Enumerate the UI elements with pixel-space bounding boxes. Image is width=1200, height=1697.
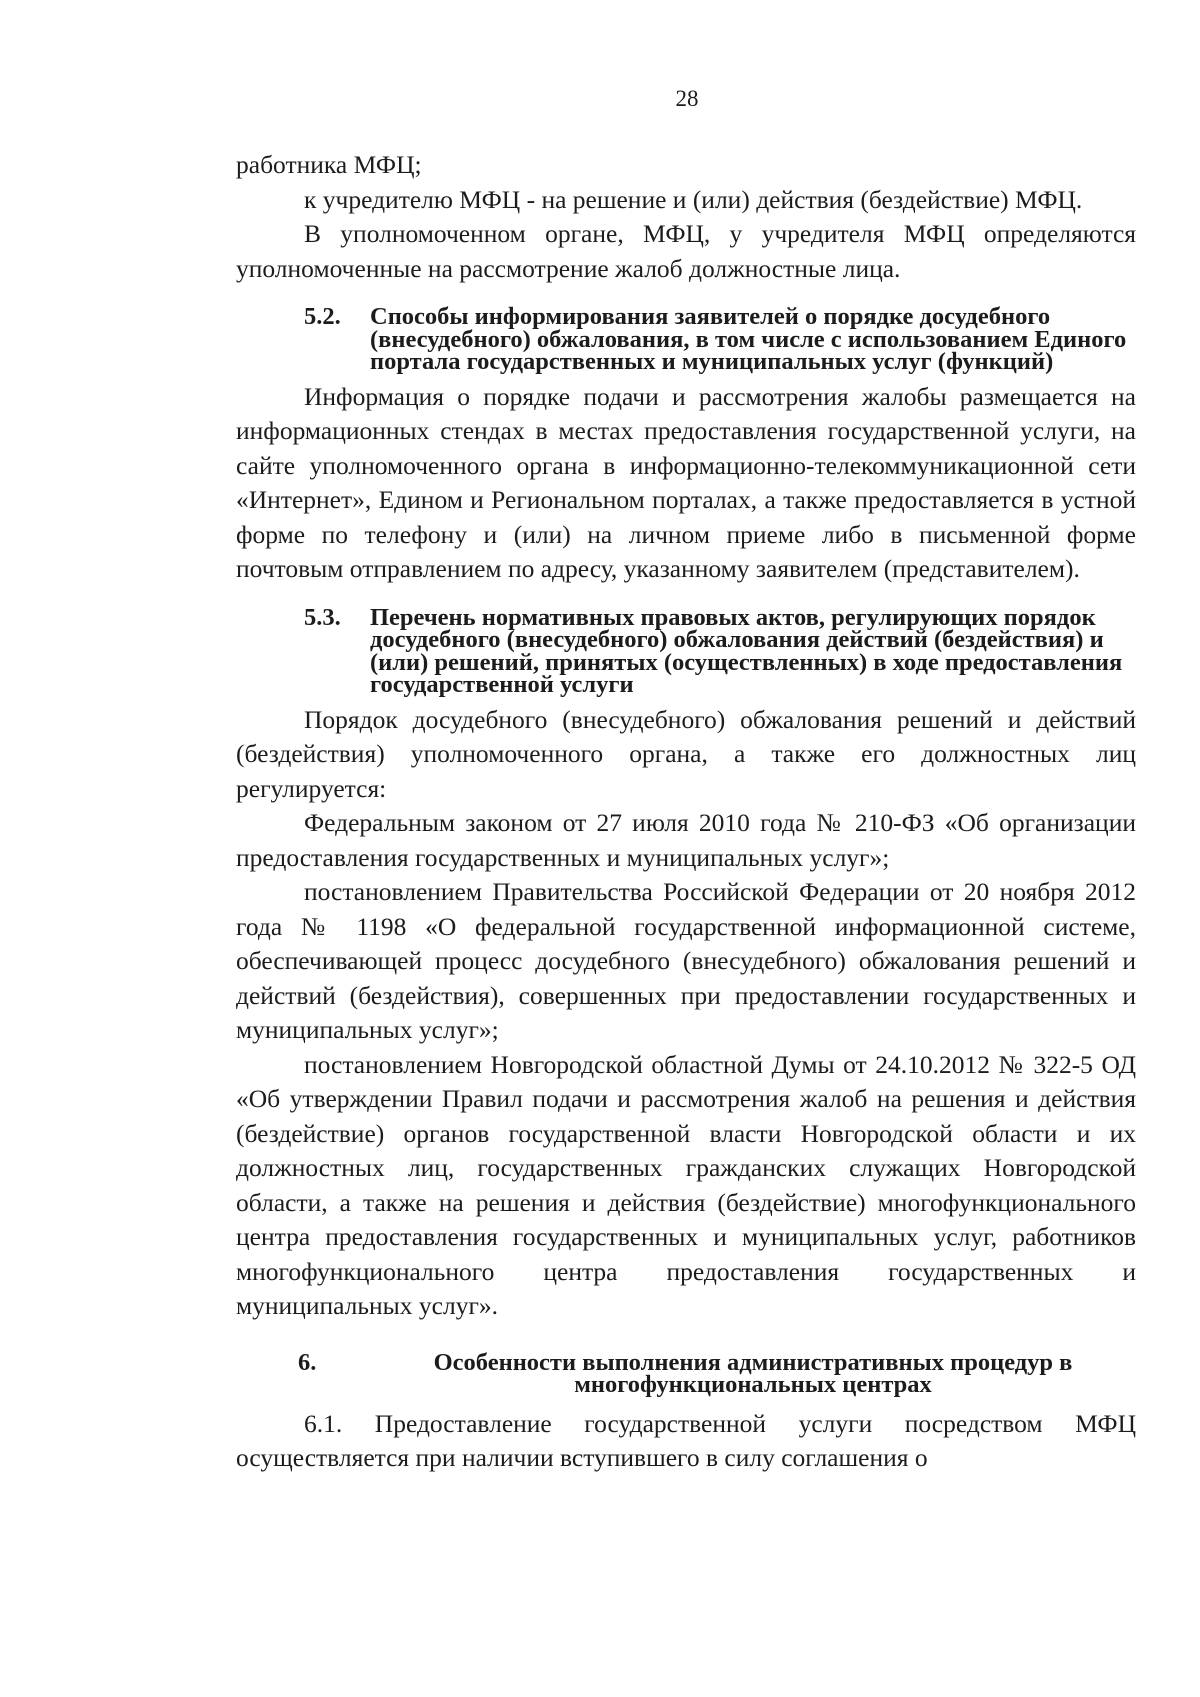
section-heading-5-3 bbox=[236, 603, 1136, 698]
section-number: 5.3. bbox=[304, 603, 341, 631]
page-number: 28 bbox=[675, 86, 699, 111]
section-title: Перечень нормативных правовых актов, регулирующих порядок досудебного (внесудебного) обжалования действий (бездействия) и (или) решений, принятых (осуществленных) в ходе предоставления государственной услуги bbox=[370, 603, 1123, 698]
paragraph: постановлением Новгородской областной Думы от 24.10.2012 № 322-5 ОД «Об утверждении Правил подачи и рассмотрения жалоб на решения и действия (бездействие) органов государственной власти Новгородской области и их должностных лиц, государственных гражданских служащих Новгородской области, а также на решения и действия (бездействие) многофункционального центра предоставления государственных и муниципальных услуг, работников многофункционального центра предоставления государственных и муниципальных услуг». bbox=[236, 1049, 1136, 1320]
section-heading-6 bbox=[236, 1348, 1136, 1398]
paragraph: Порядок досудебного (внесудебного) обжалования решений и действий (бездействия) уполномоченного органа, а также его должностных лиц регулируется: bbox=[236, 704, 1136, 803]
section-title: Особенности выполнения административных процедур в многофункциональных центрах bbox=[433, 1348, 1073, 1398]
section-title: Способы информирования заявителей о порядке досудебного (внесудебного) обжалования, в том числе с использованием Единого портала государственных и муниципальных услуг (функций) bbox=[370, 303, 1127, 375]
section-heading-5-2 bbox=[236, 303, 1136, 375]
section-number: 6. bbox=[298, 1348, 317, 1376]
paragraph: Информация о порядке подачи и рассмотрения жалобы размещается на информационных стендах в местах предоставления государственной услуги, на сайте уполномоченного органа в информационно-телекоммуникационной сети «Интернет», Едином и Региональном порталах, а также предоставляется в устной форме по телефону и (или) на личном приеме либо в письменной форме почтовым отправлением по адресу, указанному заявителем (представителем). bbox=[236, 381, 1136, 583]
paragraph: работника МФЦ; bbox=[236, 150, 422, 179]
paragraph: постановлением Правительства Российской Федерации от 20 ноября 2012 года № 1198 «О федеральной государственной информационной системе, обеспечивающей процесс досудебного (внесудебного) обжалования решений и действий (бездействия), совершенных при предоставлении государственных и муниципальных услуг»; bbox=[236, 877, 1136, 1044]
paragraph: 6.1. Предоставление государственной услуги посредством МФЦ осуществляется при наличии вступившего в силу соглашения о bbox=[236, 1408, 1136, 1472]
paragraph: В уполномоченном органе, МФЦ, у учредителя МФЦ определяются уполномоченные на рассмотрение жалоб должностные лица. bbox=[236, 219, 1136, 283]
paragraph: к учредителю МФЦ - на решение и (или) действия (бездействие) МФЦ. bbox=[304, 184, 1083, 214]
page-content bbox=[236, 148, 1136, 1476]
paragraph: Федеральным законом от 27 июля 2010 года № 210-ФЗ «Об организации предоставления государственных и муниципальных услуг»; bbox=[236, 808, 1136, 872]
section-number: 5.2. bbox=[304, 303, 341, 330]
